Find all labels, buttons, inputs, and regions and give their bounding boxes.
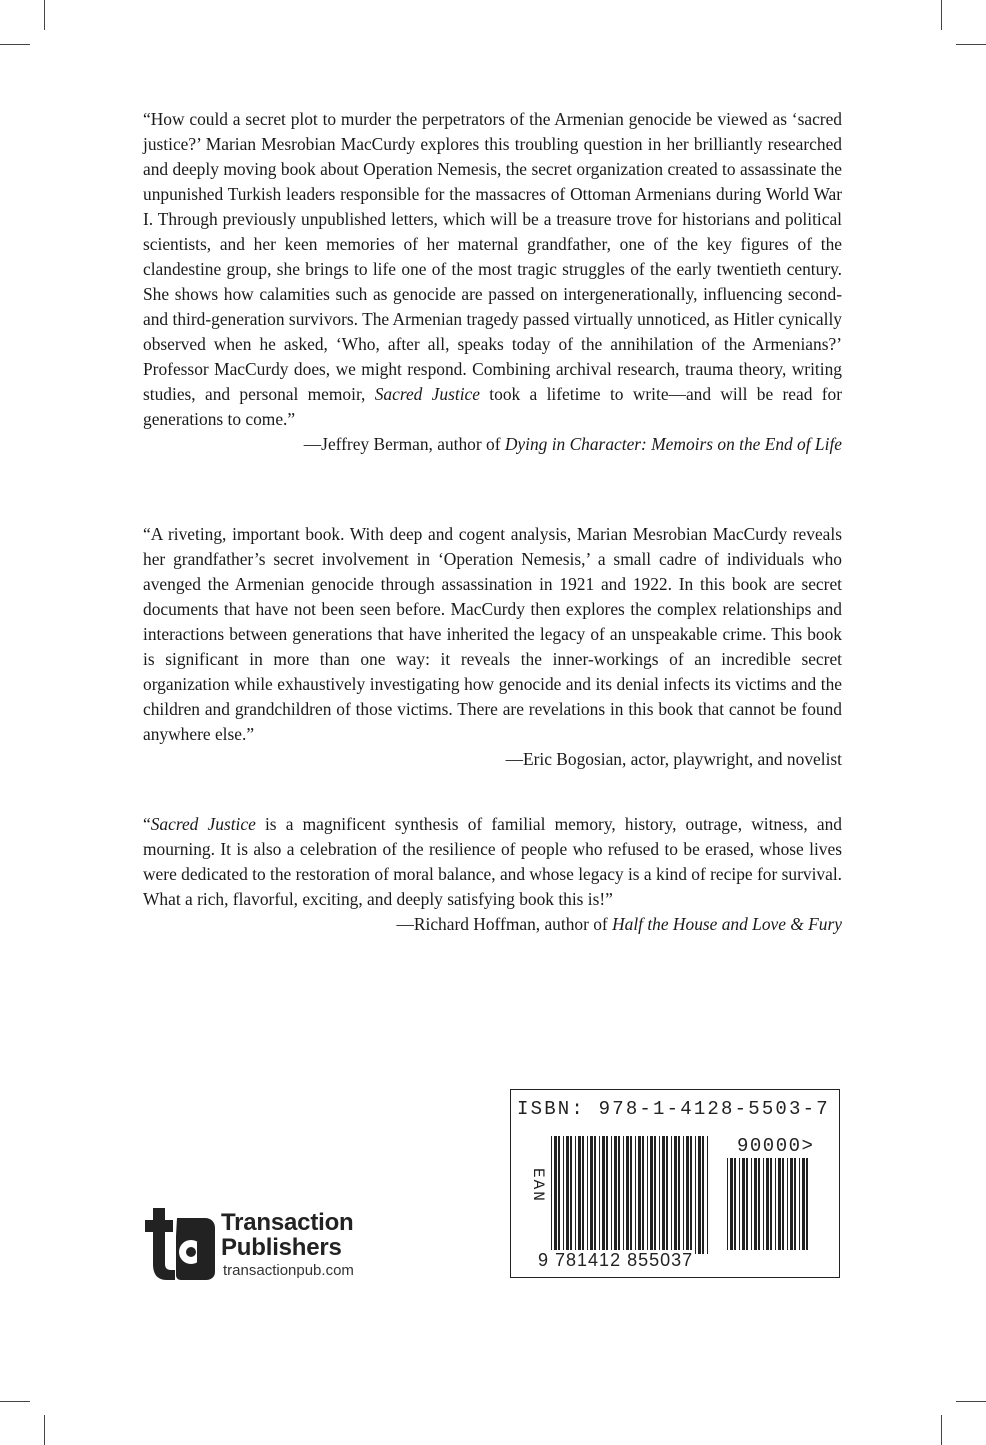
- barcode-bar: [763, 1158, 764, 1250]
- barcode-bar: [587, 1136, 588, 1254]
- barcode-bar: [554, 1136, 557, 1254]
- barcode-bar: [758, 1158, 760, 1250]
- barcode-bar: [746, 1158, 748, 1250]
- barcode-bar: [551, 1136, 552, 1254]
- barcode-bar: [702, 1136, 704, 1254]
- barcode-bar: [566, 1136, 569, 1254]
- isbn-barcode: [510, 1089, 840, 1278]
- barcode-bar: [594, 1136, 596, 1254]
- barcode-bar: [606, 1136, 608, 1254]
- blurb-text-segment: is a magnificent synthesis of familial memory, history, outrage, witness, and mourning. It is also a celebration of the resilience of people who refused to be erased, whose lives were dedicated to the restoration of moral balance, and whose legacy is a kind of recipe for survival. What a rich, flavorful, exciting, and deeply satisfying book this is!”: [143, 814, 842, 909]
- blurb-text: [143, 812, 842, 912]
- barcode-bars: [511, 1090, 839, 1277]
- barcode-bar: [626, 1136, 629, 1254]
- crop-mark-bottom-left-horizontal: [0, 1401, 30, 1402]
- publisher-logo: [145, 1206, 385, 1282]
- barcode-bar: [650, 1136, 653, 1254]
- attribution-book-title: Half the House and Love & Fury: [612, 914, 842, 934]
- crop-mark-top-right-horizontal: [956, 44, 986, 45]
- blurb-text-segment: “: [143, 814, 151, 834]
- blurb-attribution: [143, 747, 842, 772]
- blurb-text: [143, 522, 842, 747]
- barcode-bar: [683, 1136, 684, 1254]
- publisher-name: [221, 1210, 354, 1260]
- crop-mark-bottom-right-vertical: [941, 1415, 942, 1445]
- blurb-text-segment: “How could a secret plot to murder the perpetrators of the Armenian genocide be viewed as ‘sacred justice?’ Marian Mesrobian MacCurdy explores this troubling question in her brilliantly researched and deeply moving book about Operation Nemesis, the secret organization created to assassinate the unpunished Turkish leaders responsible for the massacres of Ottoman Armenians during World War I. Through previously unpublished letters, which will be a treasure trove for historians and political scientists, and her keen memories of her maternal grandfather, one of the key figures of the clandestine group, she brings to life one of the most tragic struggles of the early twentieth century. She shows how calamities such as genocide are passed on intergenerationally, influencing second- and third-generation survivors. The Armenian tragedy passed virtually unnoticed, as Hitler cynically observed when he asked, ‘Who, after all, speaks today of the annihilation of the Armenians?’ Professor MacCurdy does, we might respond. Combining archival research, trauma theory, writing studies, and personal memoir,: [143, 109, 842, 404]
- crop-mark-top-left-vertical: [44, 0, 45, 30]
- ean-label: EAN: [529, 1168, 547, 1203]
- barcode-bar: [790, 1158, 793, 1250]
- barcode-bar: [787, 1158, 788, 1250]
- barcode-bar: [614, 1136, 617, 1254]
- barcode-bar: [766, 1158, 769, 1250]
- barcode-bar: [602, 1136, 605, 1254]
- barcode-bar: [623, 1136, 624, 1254]
- book-title-italic: Sacred Justice: [374, 384, 480, 404]
- crop-mark-top-left-horizontal: [0, 44, 30, 45]
- barcode-bar: [734, 1158, 736, 1250]
- barcode-bar: [678, 1136, 680, 1254]
- blurb-attribution: [143, 432, 842, 457]
- barcode-bar: [575, 1136, 576, 1254]
- blurb-text: [143, 107, 842, 432]
- attribution-author: —Eric Bogosian, actor, playwright, and novelist: [505, 749, 842, 769]
- barcode-bar: [690, 1136, 692, 1254]
- crop-mark-top-right-vertical: [941, 0, 942, 30]
- barcode-bar: [695, 1136, 696, 1254]
- barcode-bar: [599, 1136, 600, 1254]
- attribution-author: —Richard Hoffman, author of: [396, 914, 613, 934]
- review-blurb: [143, 107, 842, 457]
- barcode-bar: [666, 1136, 668, 1254]
- barcode-bar: [662, 1136, 665, 1254]
- barcode-bar: [802, 1158, 805, 1250]
- blurb-attribution: [143, 912, 842, 937]
- ean-digits: 9 781412 855037: [538, 1250, 694, 1270]
- price-code: 90000>: [737, 1135, 815, 1157]
- barcode-bar: [611, 1136, 612, 1254]
- review-blurb: [143, 522, 842, 772]
- barcode-bar: [618, 1136, 620, 1254]
- barcode-bar: [659, 1136, 660, 1254]
- barcode-bar: [742, 1158, 745, 1250]
- barcode-bar: [570, 1136, 572, 1254]
- publisher-url: transactionpub.com: [223, 1262, 354, 1279]
- publisher-name-line1: Transaction: [221, 1209, 354, 1236]
- transaction-publishers-logo-icon: [145, 1206, 215, 1280]
- crop-mark-bottom-right-horizontal: [956, 1401, 986, 1402]
- barcode-bar: [590, 1136, 593, 1254]
- barcode-bar: [578, 1136, 581, 1254]
- barcode-bar: [674, 1136, 677, 1254]
- crop-mark-bottom-left-vertical: [44, 1415, 45, 1445]
- blurb-text-segment: “A riveting, important book. With deep and cogent analysis, Marian Mesrobian MacCurdy reveals her grandfather’s secret involvement in ‘Operation Nemesis,’ a small cadre of individuals who avenged the Armenian genocide through assassination in 1921 and 1922. In this book are secret documents that have not been seen before. MacCurdy then explores the complex relationships and interactions between generations that have inherited the legacy of an unspeakable crime. This book is significant in more than one way: it reveals the inner-workings of an incredible secret organization while exhaustively investigating how genocide and its denial infects its victims and the children and grandchildren of those victims. There are revelations in this book that cannot be found anywhere else.”: [143, 524, 842, 744]
- barcode-bar: [775, 1158, 776, 1250]
- barcode-bar: [630, 1136, 632, 1254]
- isbn-label: ISBN: 978-1-4128-5503-7: [517, 1098, 830, 1120]
- barcode-bar: [642, 1136, 644, 1254]
- barcode-bar: [558, 1136, 560, 1254]
- barcode-bar: [739, 1158, 740, 1250]
- publisher-name-line2: Publishers: [221, 1234, 342, 1261]
- attribution-author: —Jeffrey Berman, author of: [303, 434, 505, 454]
- barcode-bar: [563, 1136, 564, 1254]
- barcode-bar: [698, 1136, 701, 1254]
- barcode-bar: [806, 1158, 808, 1250]
- barcode-bar: [730, 1158, 733, 1250]
- review-blurb: [143, 812, 842, 937]
- blurb-text-segment: took a lifetime to write—and will be read for generations to come.”: [143, 384, 843, 429]
- barcode-bar: [654, 1136, 656, 1254]
- attribution-book-title: Dying in Character: Memoirs on the End of Life: [504, 434, 842, 454]
- book-title-italic: Sacred Justice: [150, 814, 256, 834]
- barcode-bar: [754, 1158, 757, 1250]
- barcode-bar: [727, 1158, 728, 1250]
- barcode-bar: [770, 1158, 772, 1250]
- barcode-bar: [782, 1158, 784, 1250]
- barcode-bar: [686, 1136, 689, 1254]
- barcode-bar: [582, 1136, 584, 1254]
- barcode-bar: [751, 1158, 752, 1250]
- barcode-bar: [778, 1158, 781, 1250]
- barcode-bar: [799, 1158, 800, 1250]
- barcode-bar: [638, 1136, 641, 1254]
- barcode-bar: [671, 1136, 672, 1254]
- barcode-bar: [707, 1136, 708, 1254]
- barcode-bar: [794, 1158, 796, 1250]
- barcode-bar: [635, 1136, 636, 1254]
- barcode-bar: [647, 1136, 648, 1254]
